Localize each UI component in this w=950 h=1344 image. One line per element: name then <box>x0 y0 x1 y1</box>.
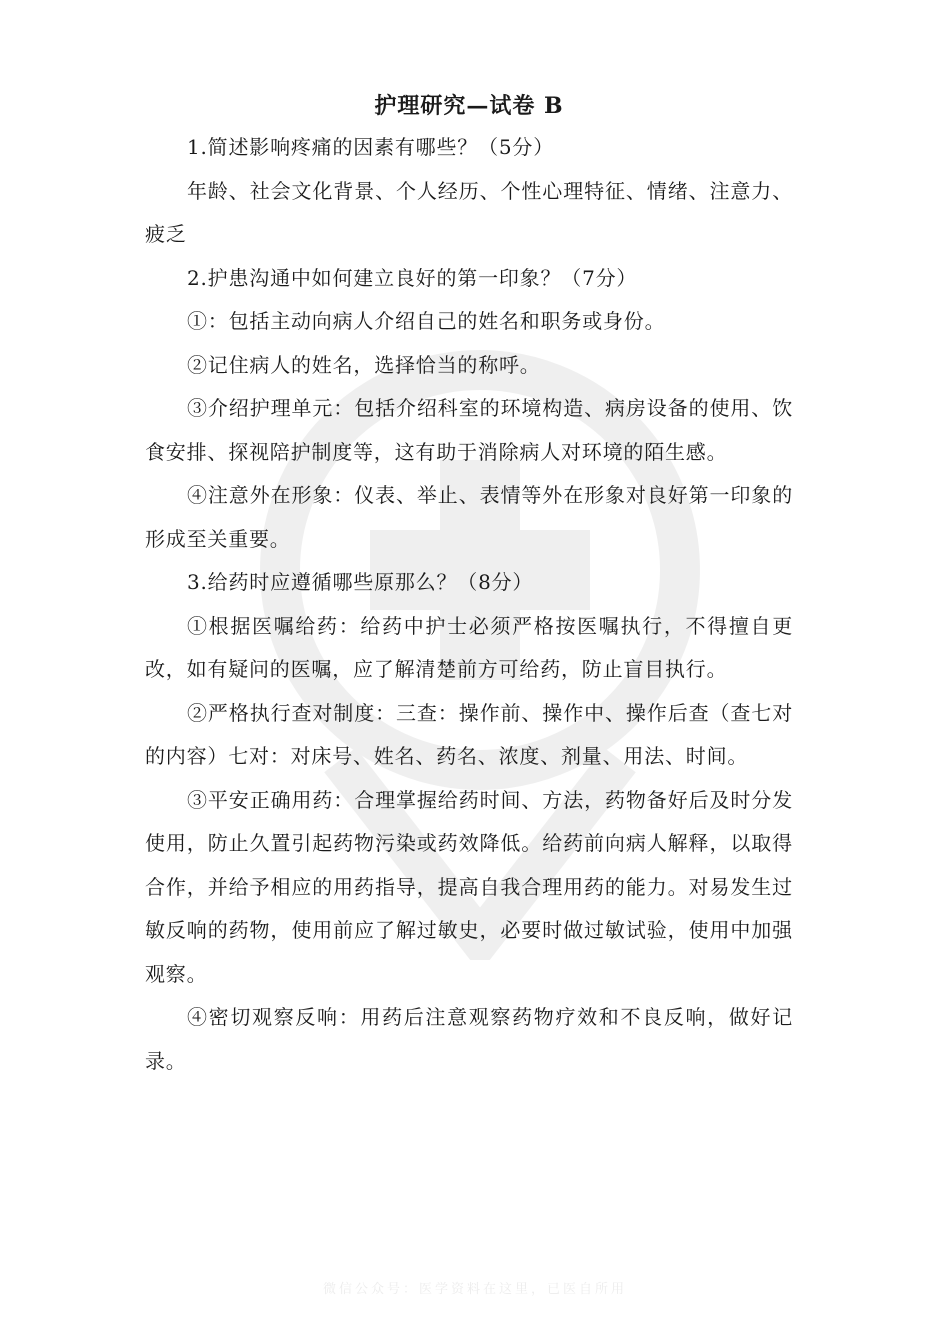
answer-2-item-2: ②记住病人的姓名，选择恰当的称呼。 <box>187 352 541 377</box>
question-3: 3.给药时应遵循哪些原那么？（8分） <box>187 570 534 594</box>
answer-2-item-3: ③介绍护理单元：包括介绍科室的环境构造、病房设备的使用、饮食安排、探视陪护制度等，这有助于消除病人对环境的陌生感。 <box>145 396 793 464</box>
footer-watermark-text: 微信公众号：医学资料在这里，已医自所用 <box>322 1282 627 1297</box>
document-body <box>145 86 793 1083</box>
question-2: 2.护患沟通中如何建立良好的第一印象？（7分） <box>187 265 638 290</box>
page-title: 护理研究—试卷 B <box>374 93 564 119</box>
answer-2-item-1: ①：包括主动向病人介绍自己的姓名和职务或身份。 <box>187 309 666 333</box>
answer-3-item-2: ②严格执行查对制度：三查：操作前、操作中、操作后查（查七对的内容）七对：对床号、姓名、药名、浓度、剂量、用法、时间。 <box>145 700 793 768</box>
answer-3-item-4: ④密切观察反响：用药后注意观察药物疗效和不良反响，做好记录。 <box>145 1005 793 1073</box>
answer-2-item-4: ④注意外在形象：仪表、举止、表情等外在形象对良好第一印象的形成至关重要。 <box>145 483 793 551</box>
question-1: 1.简述影响疼痛的因素有哪些？（5分） <box>187 135 555 159</box>
answer-3-item-3: ③平安正确用药：合理掌握给药时间、方法，药物备好后及时分发使用，防止久置引起药物污染或药效降低。给药前向病人解释，以取得合作，并给予相应的用药指导，提高自我合理用药的能力。对易发生过敏反响的药物，使用前应了解过敏史，必要时做过敏试验，使用中加强观察。 <box>145 787 793 986</box>
answer-1: 年龄、社会文化背景、个人经历、个性心理特征、情绪、注意力、疲乏 <box>145 178 793 246</box>
answer-3-item-1: ①根据医嘱给药：给药中护士必须严格按医嘱执行，不得擅自更改，如有疑问的医嘱，应了解清楚前方可给药，防止盲目执行。 <box>145 613 793 681</box>
